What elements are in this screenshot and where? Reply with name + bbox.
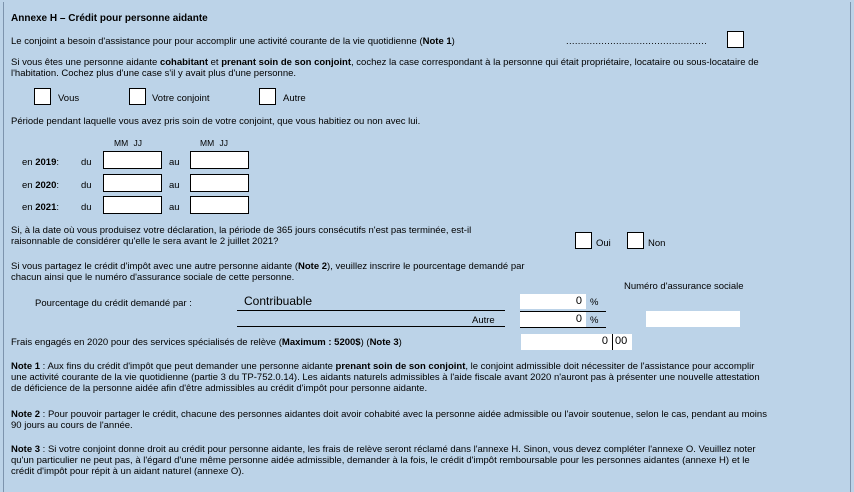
owner-conjoint-checkbox[interactable] [129,88,146,105]
au-label: au [169,180,180,191]
date-2019-du-field[interactable] [103,151,162,169]
frais-amount-field[interactable]: 0 [521,334,613,350]
owner-conjoint-label: Votre conjoint [152,93,210,104]
du-label: du [81,157,92,168]
date-2021-du-field[interactable] [103,196,162,214]
year-label-2020: en 2020: [22,180,59,191]
q365-non-checkbox[interactable] [627,232,644,249]
pct-separator [520,311,606,312]
q365-text: Si, à la date où vous produisez votre déclaration, la période de 365 jours consécutifs n'est pas terminée, est-il raisonnable de considérer qu'elle le sera avant le 2 juillet 2021? [11,225,472,247]
mmjj-au-header: MM JJ [200,138,229,148]
note-3: Note 3 : Si votre conjoint donne droit au crédit pour personne aidante, les frais de relève seront réclamé dans l'annexe H. Sinon, vous devez compléter l'annexe O. Veuillez noter qu'un particulier ne peut pas, à l'égard d'une même personne aidée admissible, demander à la fois, le crédit d'impôt remboursable pour les personnes aidantes (annexe H) et le crédit d'impôt pour répit à un aidant naturel (annexe O). [11,444,756,477]
date-2020-du-field[interactable] [103,174,162,192]
frais-cents-field[interactable]: 00 [613,334,632,350]
date-2019-au-field[interactable] [190,151,249,169]
pct-label: Pourcentage du crédit demandé par : [35,298,192,309]
q1-checkbox[interactable] [727,31,744,48]
pct-separator [520,327,606,328]
share-text: Si vous partagez le crédit d'impôt avec une autre personne aidante (Note 2), veuillez inscrire le pourcentage demandé par chacun ainsi que le numéro d'assurance sociale de cette personne. [11,261,525,283]
frais-text: Frais engagés en 2020 pour des services spécialisés de relève (Maximum : 5200$) (Note 3) [11,337,402,348]
au-label: au [169,202,180,213]
mmjj-du-header: MM JJ [114,138,143,148]
date-2020-au-field[interactable] [190,174,249,192]
note-1: Note 1 : Aux fins du crédit d'impôt que peut demander une personne aidante prenant soin de son conjoint, le conjoint admissible doit nécessiter de l'assistance pour accomplir une activité courante de la vie quotidienne (partie 3 du TP-752.0.14). Les aidants naturels admissibles à l'aide fiscale avant 2020 n'auront pas à présenter une nouvelle attestation de déficience de la personne aidée afin d'être admissibles au crédit d'impôt pour personne aidante. [11,361,760,394]
q1-dots: ................................................ [566,36,708,47]
note-2: Note 2 : Pour pouvoir partager le crédit, chacune des personnes aidantes doit avoir cohabité avec la personne aidée admissible ou l'avoir soutenue, selon le cas, pendant au moins 90 jours au cours de l'année. [11,409,767,431]
du-label: du [81,202,92,213]
owner-vous-label: Vous [58,93,80,104]
nas-field[interactable] [646,311,740,327]
q365-oui-label: Oui [596,238,611,249]
year-label-2021: en 2021: [22,202,59,213]
autre-pct-field[interactable]: 0 [520,312,586,327]
autre-underline [237,311,505,327]
pct-sign: % [590,315,599,326]
period-text: Période pendant laquelle vous avez pris soin de votre conjoint, que vous habitiez ou non avec lui. [11,116,421,127]
contribuable-label: Contribuable [244,294,313,308]
contribuable-pct-field[interactable]: 0 [520,294,586,309]
q2-text: Si vous êtes une personne aidante cohabitant et prenant soin de son conjoint, cochez la case correspondant à la personne qui était propriétaire, locataire ou sous-locataire de l'habitation. Cochez plus d'une case s'il y avait plus d'une personne. [11,57,759,79]
autre-label: Autre [472,315,495,326]
year-label-2019: en 2019: [22,157,59,168]
section-title: Annexe H – Crédit pour personne aidante [11,13,208,24]
owner-autre-checkbox[interactable] [259,88,276,105]
owner-autre-label: Autre [283,93,306,104]
q365-non-label: Non [648,238,666,249]
du-label: du [81,180,92,191]
date-2021-au-field[interactable] [190,196,249,214]
contribuable-underline [237,294,505,311]
nas-label: Numéro d'assurance sociale [624,281,744,292]
pct-sign: % [590,297,599,308]
q365-oui-checkbox[interactable] [575,232,592,249]
au-label: au [169,157,180,168]
q1-text: Le conjoint a besoin d'assistance pour pour accomplir une activité courante de la vie quotidienne (Note 1) [11,36,455,47]
owner-vous-checkbox[interactable] [34,88,51,105]
